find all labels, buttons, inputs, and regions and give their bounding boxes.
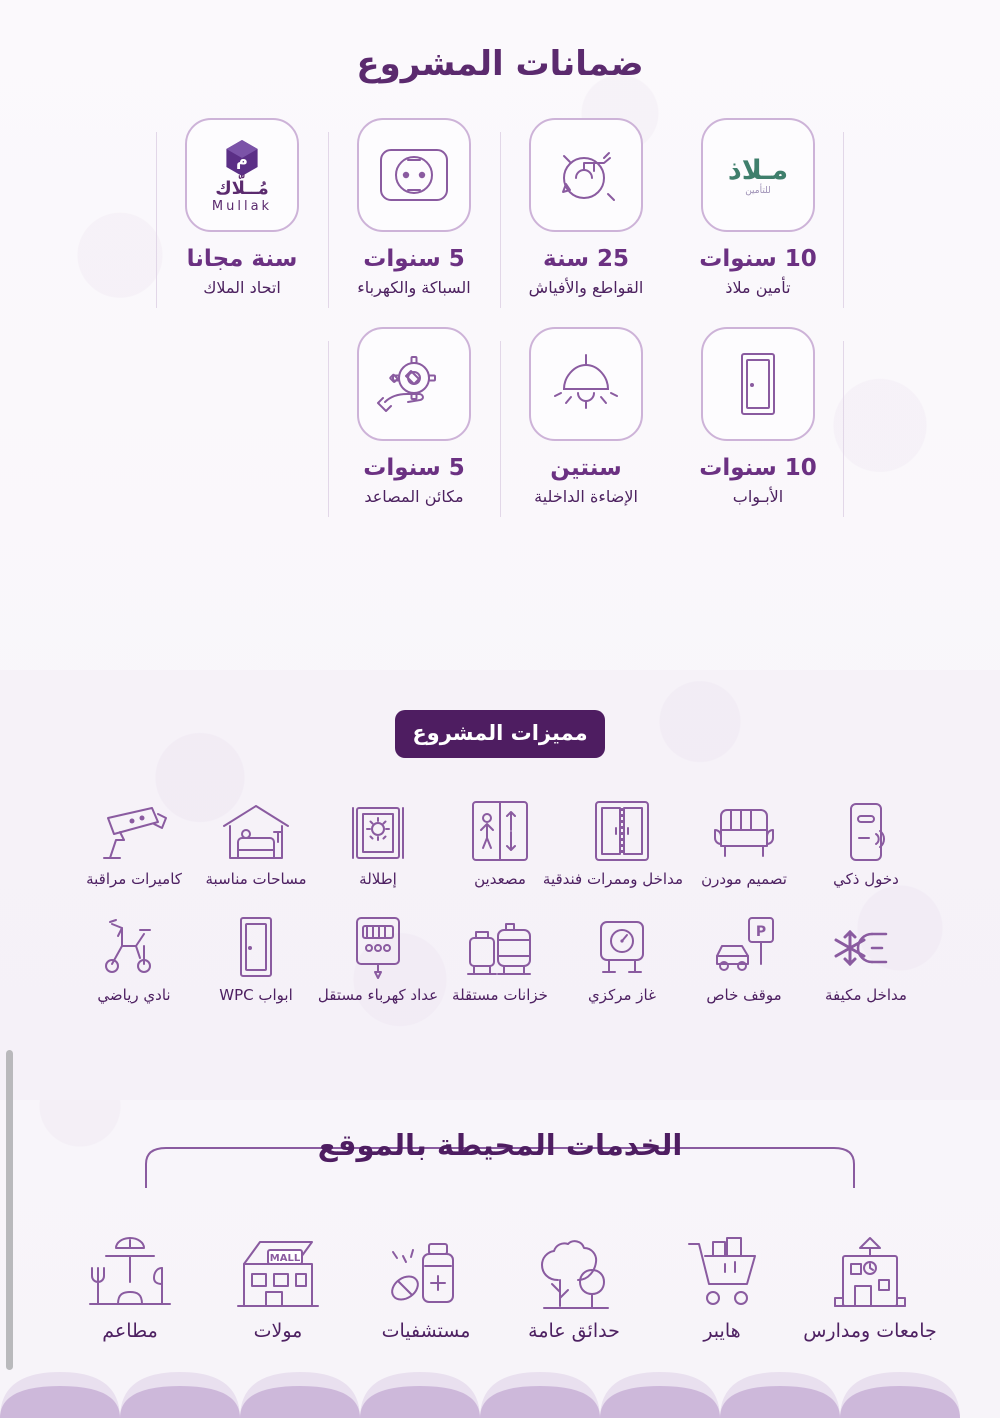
nearby-label: حدائق عامة xyxy=(528,1320,620,1342)
warranty-duration: 10 سنوات xyxy=(699,246,817,272)
feature-electric-meter xyxy=(317,906,439,1004)
feature-label: ابواب WPC xyxy=(219,986,293,1004)
air-conditioning-icon xyxy=(805,906,927,980)
feature-label: مداخل مكيفة xyxy=(825,986,907,1004)
feature-label: إطلالة xyxy=(359,870,397,888)
svg-text:مُــلّاك: مُــلّاك xyxy=(215,178,269,199)
warranty-duration: سنة مجانا xyxy=(186,246,298,272)
warranty-item-malath xyxy=(672,118,844,297)
plumbing-faucet-icon xyxy=(529,118,643,232)
warranty-item-doors xyxy=(672,327,844,506)
warranty-label: مكائن المصاعد xyxy=(364,487,464,506)
nearby-item-schools xyxy=(796,1220,944,1342)
feature-hotel-entrances xyxy=(542,790,683,888)
smart-lock-icon xyxy=(805,790,927,864)
double-door-icon xyxy=(561,790,683,864)
electric-meter-icon xyxy=(317,906,439,980)
shopping-cart-icon xyxy=(648,1220,796,1312)
feature-modern-design xyxy=(683,790,805,888)
feature-wpc-doors xyxy=(195,906,317,1004)
svg-text:للتأمين: للتأمين xyxy=(745,186,771,196)
warranty-duration: سنتين xyxy=(550,455,622,481)
mall-icon xyxy=(204,1220,352,1312)
feature-two-elevators xyxy=(439,790,561,888)
feature-central-gas xyxy=(561,906,683,1004)
bedroom-icon xyxy=(195,790,317,864)
restaurant-table-icon xyxy=(56,1220,204,1312)
nearby-label: هايبر xyxy=(703,1320,741,1342)
feature-smart-lock xyxy=(805,790,927,888)
nearby-header xyxy=(140,1122,860,1178)
mullak-logo-icon xyxy=(185,118,299,232)
nearby-item-hospitals xyxy=(352,1220,500,1342)
maintenance-hand-gear-icon xyxy=(357,327,471,441)
warranty-row-2 xyxy=(0,327,1000,506)
nearby-label: مطاعم xyxy=(102,1320,158,1342)
nearby-label: مولات xyxy=(253,1320,303,1342)
nearby-item-malls xyxy=(204,1220,352,1342)
warranty-item-plumbing xyxy=(500,118,672,297)
feature-suitable-spaces xyxy=(195,790,317,888)
warranty-duration: 5 سنوات xyxy=(363,246,465,272)
feature-cctv xyxy=(73,790,195,888)
feature-label: كاميرات مراقبة xyxy=(86,870,182,888)
warranty-label: الأبـواب xyxy=(732,487,784,506)
feature-label: عداد كهرباء مستقل xyxy=(317,986,439,1004)
warranty-item-mullak xyxy=(156,118,328,297)
warranty-row-1 xyxy=(0,118,1000,297)
feature-label: تصميم مودرن xyxy=(701,870,787,888)
warranty-label: القواطع والأفياش xyxy=(528,278,644,297)
svg-text:Mullak: Mullak xyxy=(211,199,273,214)
armchair-icon xyxy=(683,790,805,864)
nearby-services-section xyxy=(0,1100,1000,1418)
features-row-2 xyxy=(0,906,1000,1004)
feature-label: مداخل وممرات فندقية xyxy=(542,870,683,888)
warranty-item-electric xyxy=(328,118,500,297)
water-tank-icon xyxy=(439,906,561,980)
warranty-duration: 25 سنة xyxy=(543,246,629,272)
door-icon xyxy=(701,327,815,441)
feature-gym xyxy=(73,906,195,1004)
warranty-duration: 5 سنوات xyxy=(363,455,465,481)
elevator-icon xyxy=(439,790,561,864)
warranty-label: اتحاد الملاك xyxy=(203,278,281,297)
page-scrollbar[interactable] xyxy=(6,1050,13,1370)
feature-label: نادي رياضي xyxy=(97,986,171,1004)
wpc-door-icon xyxy=(195,906,317,980)
warranty-item-elevator-machines xyxy=(328,327,500,506)
nearby-label: جامعات ومدارس xyxy=(803,1320,937,1342)
cctv-camera-icon xyxy=(73,790,195,864)
warranty-label: السباكة والكهرباء xyxy=(357,278,471,297)
features-row-1 xyxy=(0,790,1000,888)
window-view-icon xyxy=(317,790,439,864)
svg-text:P: P xyxy=(755,924,767,940)
exercise-bike-icon xyxy=(73,906,195,980)
features-section xyxy=(0,670,1000,1100)
warranty-section xyxy=(0,0,1000,670)
feature-label: مساحات مناسبة xyxy=(205,870,307,888)
park-trees-icon xyxy=(500,1220,648,1312)
footer-wave-decoration xyxy=(0,1358,1000,1418)
warranty-title: ضمانات المشروع xyxy=(356,44,644,84)
feature-label: خزانات مستقلة xyxy=(452,986,548,1004)
feature-ac-entrances xyxy=(805,906,927,1004)
nearby-title: الخدمات المحيطة بالموقع xyxy=(317,1128,683,1162)
svg-text:مـلاذ: مـلاذ xyxy=(727,155,789,186)
nearby-item-parks xyxy=(500,1220,648,1342)
mall-sign-text: MALL xyxy=(269,1253,301,1264)
feature-label: مصعدين xyxy=(474,870,526,888)
feature-private-parking xyxy=(683,906,805,1004)
gas-meter-icon xyxy=(561,906,683,980)
svg-text:م: م xyxy=(236,150,248,169)
feature-label: دخول ذكي xyxy=(833,870,899,888)
malath-logo-icon xyxy=(701,118,815,232)
parking-car-icon xyxy=(683,906,805,980)
ceiling-lamp-icon xyxy=(529,327,643,441)
warranty-label: الإضاءة الداخلية xyxy=(534,487,638,506)
nearby-item-hyper xyxy=(648,1220,796,1342)
warranty-label: تأمين ملاذ xyxy=(725,278,791,297)
nearby-items-row xyxy=(0,1220,1000,1342)
feature-view xyxy=(317,790,439,888)
feature-separate-tanks xyxy=(439,906,561,1004)
power-socket-icon xyxy=(357,118,471,232)
warranty-duration: 10 سنوات xyxy=(699,455,817,481)
feature-label: غاز مركزي xyxy=(588,986,656,1004)
feature-label: موقف خاص xyxy=(706,986,782,1004)
medicine-icon xyxy=(352,1220,500,1312)
school-building-icon xyxy=(796,1220,944,1312)
features-pill-title: مميزات المشروع xyxy=(395,710,605,758)
warranty-item-lighting xyxy=(500,327,672,506)
nearby-item-restaurants xyxy=(56,1220,204,1342)
nearby-label: مستشفيات xyxy=(381,1320,471,1342)
